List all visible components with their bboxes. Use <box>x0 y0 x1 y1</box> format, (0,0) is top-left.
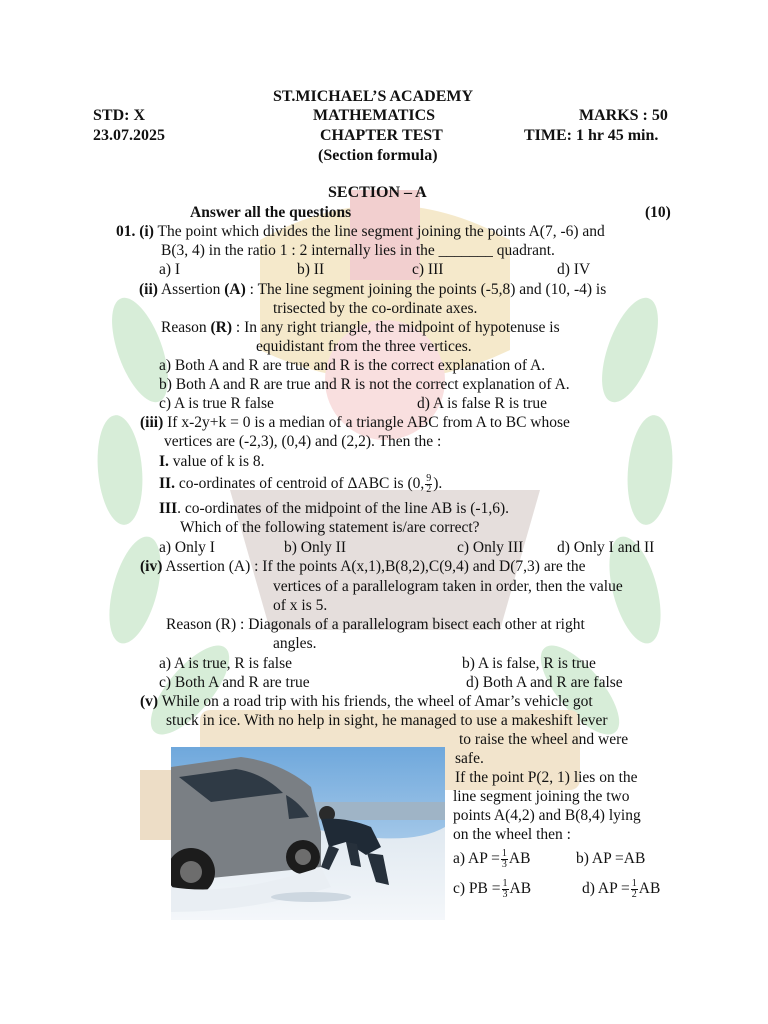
question-number: (v) <box>140 693 159 710</box>
question-text: safe. <box>455 750 484 767</box>
option-d: d) A is false R is true <box>417 395 548 412</box>
statement-text: . co-ordinates of the midpoint of the line AB is (-1,6). <box>177 500 510 517</box>
statement-2: II. co-ordinates of centroid of ΔABC is (0, $\frac{9}{2}$ ). <box>159 473 443 495</box>
question-1-ii <box>139 280 606 299</box>
reason-text: : In any right triangle, the midpoint of hypotenuse is <box>235 319 560 336</box>
fraction: $\frac{9}{2}$ <box>426 473 432 495</box>
option-b: b) A is false, R is true <box>462 655 596 672</box>
statement-3 <box>159 499 509 518</box>
car-stuck-in-snow-photo <box>171 747 445 920</box>
statement-text: value of k is 8. <box>172 453 265 470</box>
question-text: The point which divides the line segment joining the points A(7, -6) and <box>157 223 605 240</box>
test-name: CHAPTER TEST <box>320 127 443 144</box>
section-title: SECTION – A <box>328 184 427 201</box>
question-1-iv <box>140 557 586 576</box>
statement-number: II. <box>159 475 175 493</box>
statement-1 <box>159 452 265 471</box>
option-b: b) II <box>297 261 325 278</box>
exam-date: 23.07.2025 <box>93 127 165 144</box>
question-text: on the wheel then : <box>453 826 571 843</box>
reason-tag: (R) <box>210 319 233 336</box>
question-text: If x-2y+k = 0 is a median of a triangle ABC from A to BC whose <box>167 414 570 431</box>
assertion-label: Assertion <box>160 281 221 298</box>
fraction: $\frac{1}{3}$ <box>501 848 507 870</box>
option-b: b) Both A and R are true and R is not the correct explanation of A. <box>159 376 570 393</box>
topic: (Section formula) <box>318 147 438 164</box>
question-text: While on a road trip with his friends, the wheel of Amar’s vehicle got <box>161 693 593 710</box>
question-number: (ii) <box>139 281 158 298</box>
option-d: d) AP = $\frac{1}{2}$ AB <box>582 878 661 900</box>
school-name: ST.MICHAEL’S ACADEMY <box>273 88 474 105</box>
standard: STD: X <box>93 107 146 124</box>
question-text: If the point P(2, 1) lies on the <box>455 769 638 786</box>
option-c: c) III <box>412 261 444 278</box>
option-a: a) I <box>159 261 181 278</box>
statement-text: co-ordinates of centroid of ΔABC is (0, <box>178 475 425 493</box>
option-b: b) AP =AB <box>576 850 646 867</box>
question-text: vertices are (-2,3), (0,4) and (2,2). Then the : <box>164 433 442 450</box>
section-marks: (10) <box>645 204 671 221</box>
assertion-text: : The line segment joining the points (-5,8) and (10, -4) is <box>249 281 607 298</box>
question-1-i <box>116 222 605 241</box>
statement-number: III <box>159 500 178 517</box>
question-text: B(3, 4) in the ratio 1 : 2 internally lies in the _______ quadrant. <box>161 242 555 259</box>
max-marks: MARKS : 50 <box>579 107 668 124</box>
question-prompt: Which of the following statement is/are correct? <box>180 519 480 536</box>
option-a: a) Only I <box>159 539 215 556</box>
question-text: to raise the wheel and were <box>459 731 629 748</box>
assertion-text: trisected by the co-ordinate axes. <box>273 300 478 317</box>
assertion-text: of x is 5. <box>273 597 328 614</box>
question-1-v <box>140 692 593 711</box>
option-c: c) PB = $\frac{1}{3}$ AB <box>453 878 532 900</box>
reason-label: Reason <box>161 319 207 336</box>
statement-number: I. <box>159 453 169 470</box>
option-a: a) A is true, R is false <box>159 655 293 672</box>
question-text: line segment joining the two <box>453 788 630 805</box>
option-d: d) IV <box>557 261 591 278</box>
assertion-text: vertices of a parallelogram taken in order, then the value <box>273 578 623 595</box>
reason-line <box>161 318 560 337</box>
option-a: a) AP = $\frac{1}{3}$ AB <box>453 848 531 870</box>
subject: MATHEMATICS <box>313 107 436 124</box>
section-instruction: Answer all the questions <box>190 204 352 221</box>
question-1-iii <box>140 413 570 432</box>
question-number: (iii) <box>140 414 164 431</box>
reason-text: Reason (R) : Diagonals of a parallelogram bisect each other at right <box>166 616 585 633</box>
fraction: $\frac{1}{2}$ <box>631 878 637 900</box>
question-text: points A(4,2) and B(8,4) lying <box>453 807 641 824</box>
reason-text: angles. <box>273 635 317 652</box>
assertion-text: Assertion (A) : If the points A(x,1),B(8,2),C(9,4) and D(7,3) are the <box>165 558 586 575</box>
option-a: a) Both A and R are true and R is the correct explanation of A. <box>159 357 546 374</box>
question-number: (iv) <box>140 558 163 575</box>
fraction: $\frac{1}{3}$ <box>502 878 508 900</box>
option-d: d) Both A and R are false <box>466 674 623 691</box>
option-d: d) Only I and II <box>557 539 655 556</box>
option-c: c) Only III <box>457 539 524 556</box>
question-text: stuck in ice. With no help in sight, he managed to use a makeshift lever <box>166 712 608 729</box>
assertion-tag: (A) <box>224 281 246 298</box>
option-c: c) Both A and R are true <box>159 674 310 691</box>
option-c: c) A is true R false <box>159 395 274 412</box>
exam-time: TIME: 1 hr 45 min. <box>524 127 659 144</box>
option-b: b) Only II <box>284 539 346 556</box>
question-number: 01. (i) <box>116 223 154 240</box>
reason-text: equidistant from the three vertices. <box>256 338 472 355</box>
